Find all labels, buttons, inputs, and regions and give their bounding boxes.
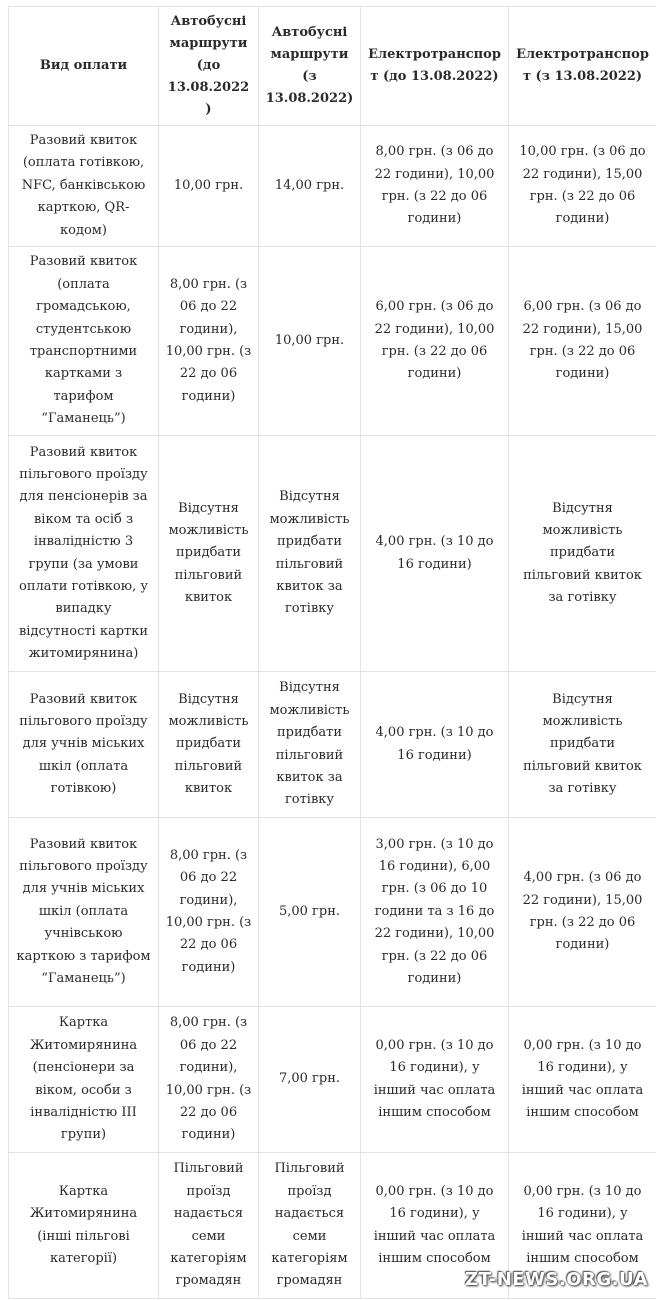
table-row [9, 126, 656, 247]
cell-bus-after: 5,00 грн. [259, 818, 361, 1007]
cell-payment-type: Разовий квиток (оплата громадською, студентською транспортними картками з тарифом “Гаманець”) [9, 247, 159, 436]
cell-bus-before: Відсутня можливість придбати пільговий квиток [159, 672, 259, 818]
header-bus-before: Автобусні маршрути (до 13.08.2022) [159, 7, 259, 126]
cell-payment-type: Разовий квиток пільгового проїзду для учнів міських шкіл (оплата готівкою) [9, 672, 159, 818]
cell-electro-after: 4,00 грн. (з 06 до 22 години), 15,00 грн. (з 22 до 06 години) [509, 818, 656, 1007]
cell-bus-before: Відсутня можливість придбати пільговий квиток [159, 436, 259, 672]
cell-electro-after: 0,00 грн. (з 10 до 16 години), у інший час оплата іншим способом [509, 1007, 656, 1153]
table-row [9, 1007, 656, 1153]
cell-bus-after: Відсутня можливість придбати пільговий квиток за готівку [259, 436, 361, 672]
cell-electro-before: 0,00 грн. (з 10 до 16 години), у інший час оплата іншим способом [361, 1007, 509, 1153]
cell-electro-after: Відсутня можливість придбати пільговий квиток за готівку [509, 672, 656, 818]
cell-electro-before: 4,00 грн. (з 10 до 16 години) [361, 672, 509, 818]
cell-electro-before: 0,00 грн. (з 10 до 16 години), у інший час оплата іншим способом [361, 1153, 509, 1299]
table-row [9, 247, 656, 436]
header-row [9, 7, 656, 126]
header-electro-before: Електротранспорт (до 13.08.2022) [361, 7, 509, 126]
cell-payment-type: Разовий квиток (оплата готівкою, NFC, банківською карткою, QR-кодом) [9, 126, 159, 247]
cell-bus-before: 8,00 грн. (з 06 до 22 години), 10,00 грн. (з 22 до 06 години) [159, 247, 259, 436]
cell-bus-before: Пільговий проїзд надається семи категоріям громадян [159, 1153, 259, 1299]
cell-bus-after: 14,00 грн. [259, 126, 361, 247]
cell-bus-after: 10,00 грн. [259, 247, 361, 436]
cell-payment-type: Разовий квиток пільгового проїзду для пенсіонерів за віком та осіб з інвалідністю 3 групи (за умови оплати готівкою, у випадку відсутності картки житомирянина) [9, 436, 159, 672]
cell-electro-after: 6,00 грн. (з 06 до 22 години), 15,00 грн. (з 22 до 06 години) [509, 247, 656, 436]
cell-electro-before: 8,00 грн. (з 06 до 22 години), 10,00 грн. (з 22 до 06 години) [361, 126, 509, 247]
cell-bus-before: 8,00 грн. (з 06 до 22 години), 10,00 грн. (з 22 до 06 години) [159, 818, 259, 1007]
cell-bus-before: 8,00 грн. (з 06 до 22 години), 10,00 грн. (з 22 до 06 години) [159, 1007, 259, 1153]
header-bus-after: Автобусні маршрути (з 13.08.2022) [259, 7, 361, 126]
header-electro-after: Електротранспорт (з 13.08.2022) [509, 7, 656, 126]
cell-bus-after: 7,00 грн. [259, 1007, 361, 1153]
cell-payment-type: Разовий квиток пільгового проїзду для учнів міських шкіл (оплата учнівською карткою з тарифом “Гаманець”) [9, 818, 159, 1007]
cell-payment-type: Картка Житомирянина (пенсіонери за віком, особи з інвалідністю ІІІ групи) [9, 1007, 159, 1153]
table-row [9, 436, 656, 672]
cell-electro-before: 3,00 грн. (з 10 до 16 години), 6,00 грн. (з 06 до 10 години та з 16 до 22 години), 10,00 грн. (з 22 до 06 години) [361, 818, 509, 1007]
table-row [9, 672, 656, 818]
fare-table [8, 6, 656, 1299]
site-watermark: ZT-NEWS.ORG.UA [465, 1269, 648, 1290]
cell-bus-after: Відсутня можливість придбати пільговий квиток за готівку [259, 672, 361, 818]
cell-bus-before: 10,00 грн. [159, 126, 259, 247]
header-payment-type: Вид оплати [9, 7, 159, 126]
cell-electro-before: 6,00 грн. (з 06 до 22 години), 10,00 грн. (з 22 до 06 години) [361, 247, 509, 436]
cell-payment-type: Картка Житомирянина (інші пільгові категорії) [9, 1153, 159, 1299]
cell-electro-after: 10,00 грн. (з 06 до 22 години), 15,00 грн. (з 22 до 06 години) [509, 126, 656, 247]
cell-bus-after: Пільговий проїзд надається семи категоріям громадян [259, 1153, 361, 1299]
table-row [9, 818, 656, 1007]
cell-electro-after: 0,00 грн. (з 10 до 16 години), у інший час оплата іншим способом [509, 1153, 656, 1299]
cell-electro-before: 4,00 грн. (з 10 до 16 години) [361, 436, 509, 672]
cell-electro-after: Відсутня можливість придбати пільговий квиток за готівку [509, 436, 656, 672]
